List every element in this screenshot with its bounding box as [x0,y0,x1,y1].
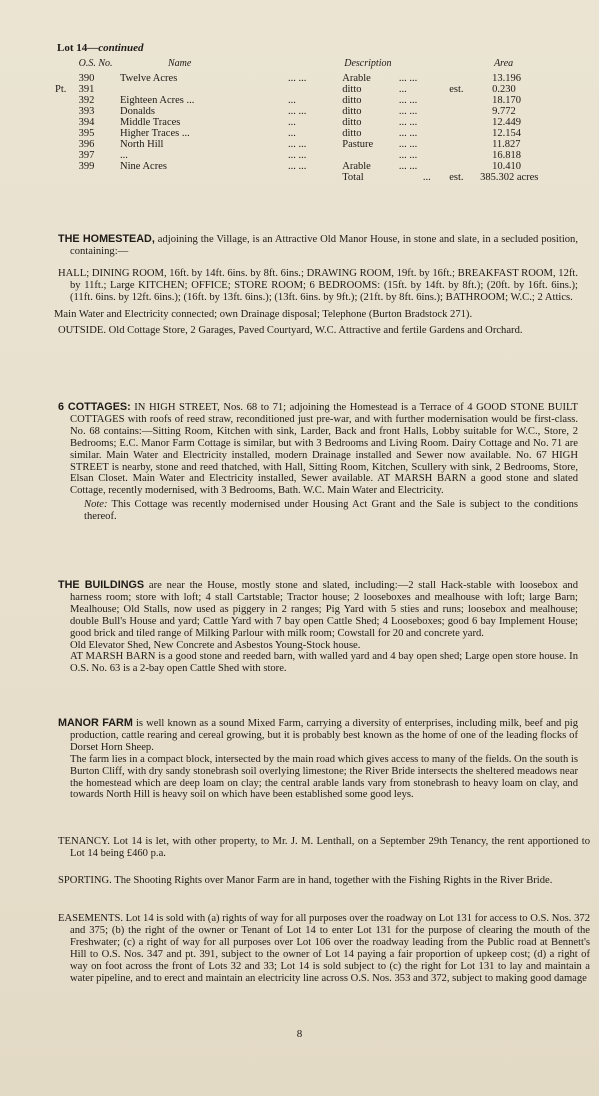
row-area: 0.230 [492,84,516,95]
schedule-row [55,161,560,172]
row-description: ditto [342,128,362,139]
homestead-lead: THE HOMESTEAD, [58,233,155,245]
row-leader-dots: ... ... [288,150,307,161]
row-pt [55,150,79,161]
note-label: Note: [84,499,108,511]
schedule-row [55,150,560,161]
row-name: ... [120,150,128,161]
row-est [449,95,480,106]
manor-farm-body: is well known as a sound Mixed Farm, carrying a diversity of enterprises, including milk, beef and pig production, cattle rearing and cereal growing, but it is probably best known as the home of one of the leading flocks of Dorset Horn Sheep. [70,718,579,753]
schedule-row [55,117,560,128]
row-name: Nine Acres [120,161,167,172]
row-est [449,139,480,150]
total-value: 385.302 acres [480,172,539,183]
row-leader-dots: ... ... [398,95,418,106]
row-leader-dots: ... ... [398,117,418,128]
row-leader-dots: ... ... [398,106,418,117]
homestead-services: Main Water and Electricity connected; own Drainage disposal; Telephone (Burton Bradstock 271). [54,308,473,320]
row-est [449,106,480,117]
row-leader-dots: ... ... [398,161,418,172]
homestead-outside: OUTSIDE. Old Cottage Store, 2 Garages, Paved Courtyard, W.C. Attractive and fertile Gardens and Orchard. [58,325,523,337]
row-description: ditto [342,84,362,95]
cottages-lead: 6 COTTAGES: [58,401,131,413]
note-text: This Cottage was recently modernised under Housing Act Grant and the Sale is subject to the conditions thereof. [84,499,578,523]
row-os-no: 391 [78,84,95,95]
schedule-row [55,106,560,117]
homestead-section [54,233,579,337]
row-description: ditto [342,95,362,106]
total-label: Total [342,172,364,183]
row-leader-dots: ... ... [398,139,418,150]
header-description: Description [344,58,392,69]
schedule-total-row [55,172,560,183]
schedule-header-row [55,58,560,73]
buildings-text [58,580,578,640]
row-name [120,84,288,95]
lot-label: Lot 14 [57,42,88,54]
row-description: ditto [342,106,362,117]
row-description [336,150,399,161]
row-description: ditto [342,117,362,128]
row-os-no: 392 [78,95,95,106]
row-pt [55,161,79,172]
header-name: Name [168,58,192,69]
row-area: 13.196 [492,73,521,84]
row-name: Higher Traces ... [120,128,190,139]
row-leader-dots: ... [288,117,296,128]
row-leader-dots: ... ... [288,73,307,84]
total-est: est. [449,172,464,183]
manor-farm-text2: The farm lies in a compact block, intersected by the main road which gives access to many of the fields. On the south is Burton Cliff, with dry sandy stonebrash soil overlying limestone; the River Bride intersects the sheltered meadows near the homestead which are deep loam on clay; the central arable lands vary from stonebrash to heavy loam on clay, and towards North Hill is heavy soil on which have been established some good leys. [70,753,578,801]
schedule-row [55,95,560,106]
schedule-row [55,139,560,150]
row-pt [55,106,79,117]
cottages-note [58,499,578,523]
row-area: 18.170 [492,95,521,106]
cottages-body: IN HIGH STREET, Nos. 68 to 71; adjoining the Homestead is a Terrace of 4 GOOD STONE BUILT COTTAGES with roofs of reed straw, reconditioned just pre-war, and with further modernisation would be first-class. No. 68 contains:—Sitting Room, Kitchen with sink, Larder, Back and front Halls, Lobby suitable for W.C., Store, 2 Bedrooms; E.C. Manor Farm Cottage is similar, but with 3 Bedrooms and Living Room. Dairy Cottage and No. 71 are similar. Main Water and Electricity installed, modern Drainage installed and Sewer now available. No. 67 HIGH STREET is nearby, stone and reed thatched, with Hall, Sitting Room, Kitchen, Scullery with sink, 2 Bedrooms, Store, Elsan Closet. Main Water and Electricity installed, Sewer available. AT MARSH BARN a good stone and slated Cottage, recently modernised, with 3 Bedrooms, Bath. W.C. Main Water and Electricity. [70,402,578,497]
row-os-no: 393 [78,106,95,117]
row-leader-dots: ... ... [398,150,418,161]
total-dots: ... [422,172,431,183]
row-leader-dots: ... ... [398,73,418,84]
row-area: 12.154 [492,128,521,139]
row-description: Pasture [342,139,374,150]
row-leader-dots: ... [288,95,296,106]
row-os-no: 396 [78,139,95,150]
row-leader-dots: ... [398,84,407,95]
buildings-section [58,580,578,675]
lot-suffix: —continued [87,42,144,54]
homestead-rooms: HALL; DINING ROOM, 16ft. by 14ft. 6ins. by 8ft. 6ins.; DRAWING ROOM, 19ft. by 16ft.; BREAKFAST ROOM, 12ft. by 11ft.; Large KITCHEN; OFFICE; STORE ROOM; 6 BEDROOMS: (15ft. by 14ft. by 8ft.); (20ft. by 16ft. 6ins.); (11ft. 6ins. by 12ft. 6ins.); (16ft. by 13ft. 6ins.); (13ft. 6ins. by 9ft.); (21ft. by 8ft. 6ins.); BATHROOM; W.C.; 2 Attics. [58,267,578,303]
tenancy-text: TENANCY. Lot 14 is let, with other property, to Mr. J. M. Lenthall, on a September 29th Tenancy, the rent apportioned to Lot 14 being £460 p.a. [58,836,590,859]
row-leader-dots: ... [288,128,296,139]
row-leader-dots: ... ... [288,106,307,117]
sporting-text: SPORTING. The Shooting Rights over Manor Farm are in hand, together with the Fishing Rights in the River Bride. [58,875,553,886]
row-est [449,128,480,139]
row-est [449,150,480,161]
manor-farm-section [58,718,578,801]
easements-text: EASEMENTS. Lot 14 is sold with (a) rights of way for all purposes over the roadway on Lot 131 for access to O.S. Nos. 372 and 375; (b) the right of the owner or Tenant of Lot 14 to enter Lot 131 for the purpose of clearing the mouth of the Freshwater; (c) a right of way for all purposes over Lot 106 over the roadway leading from the Public road at Bennett's Hill to O.S. Nos. 347 and pt. 391, subject to the owner of Lot 14 paying a fair proportion of upkeep cost; (d) a right of way on foot across the front of Lots 32 and 33; Lot 14 is sold subject to (c) the right for Lot 131 to lay and maintain a water pipeline, and to erect and maintain an electricity line across O.S. Nos. 353 and 372, subject to making good damage [58,913,590,984]
schedule-row [55,128,560,139]
row-leader-dots [288,84,336,95]
row-leader-dots: ... ... [398,128,418,139]
buildings-lead: THE BUILDINGS [58,579,145,591]
row-est [449,73,480,84]
buildings-line3: AT MARSH BARN is a good stone and reeded barn, with walled yard and 4 bay open shed; Large open store house. In O.S. No. 63 is a 2-bay open Cattle Shed with store. [70,651,578,675]
row-area: 12.449 [492,117,521,128]
row-os-no: 390 [78,73,95,84]
cottages-section [58,402,578,523]
row-name: Middle Traces [120,117,181,128]
row-pt [55,117,79,128]
row-pt [55,73,79,84]
lot-heading [57,42,143,54]
buildings-line2: Old Elevator Shed, New Concrete and Asbestos Young-Stock house. [70,639,361,651]
row-pt [55,139,79,150]
header-os-no: O.S. No. [78,58,113,69]
land-schedule-table [55,58,560,183]
row-pt: Pt. [55,84,67,95]
homestead-intro-text: adjoining the Village, is an Attractive Old Manor House, in stone and slate, in a secluded position, containing:— [70,234,579,257]
row-os-no: 399 [78,161,95,172]
row-description: Arable [342,73,371,84]
row-leader-dots: ... ... [288,139,307,150]
row-area: 16.818 [492,150,521,161]
row-name: North Hill [120,139,164,150]
row-est [449,117,480,128]
row-name: Twelve Acres [120,73,178,84]
row-est [449,161,480,172]
row-pt [55,128,79,139]
row-leader-dots: ... ... [288,161,307,172]
row-os-no: 394 [78,117,95,128]
row-name: Donalds [120,106,155,117]
row-est: est. [449,84,464,95]
schedule-row [55,73,560,84]
schedule-row [55,84,560,95]
row-os-no: 397 [78,150,95,161]
row-area: 11.827 [492,139,521,150]
row-area: 9.772 [492,106,516,117]
page-number: 8 [296,1028,303,1040]
row-name: Eighteen Acres ... [120,95,195,106]
row-area: 10.410 [492,161,521,172]
cottages-text [58,402,578,497]
header-area: Area [494,58,514,69]
manor-farm-text [58,718,578,754]
homestead-intro [58,234,578,258]
row-os-no: 395 [78,128,95,139]
buildings-body: are near the House, mostly stone and slated, including:—2 stall Hack-stable with loosebox and harness room; store with loft; 4 stall Cartstable; Tractor house; 2 looseboxes and mealhouse with loft; large Barn; Mealhouse; Old Stalls, now used as piggery in 2 ranges; Pig Yard with 5 sties and runs; loosebox and mealhouse; double Bull's House and yard; Cattle Yard with 7 bay open Cattle Shed; 4 Looseboxes; good 6 bay Implement House; good brick and tiled range of Milking Parlour with milk room; Cowstall for 20 and concrete yard. [70,580,579,639]
row-description: Arable [342,161,371,172]
manor-farm-lead: MANOR FARM [58,717,133,729]
row-pt [55,95,79,106]
